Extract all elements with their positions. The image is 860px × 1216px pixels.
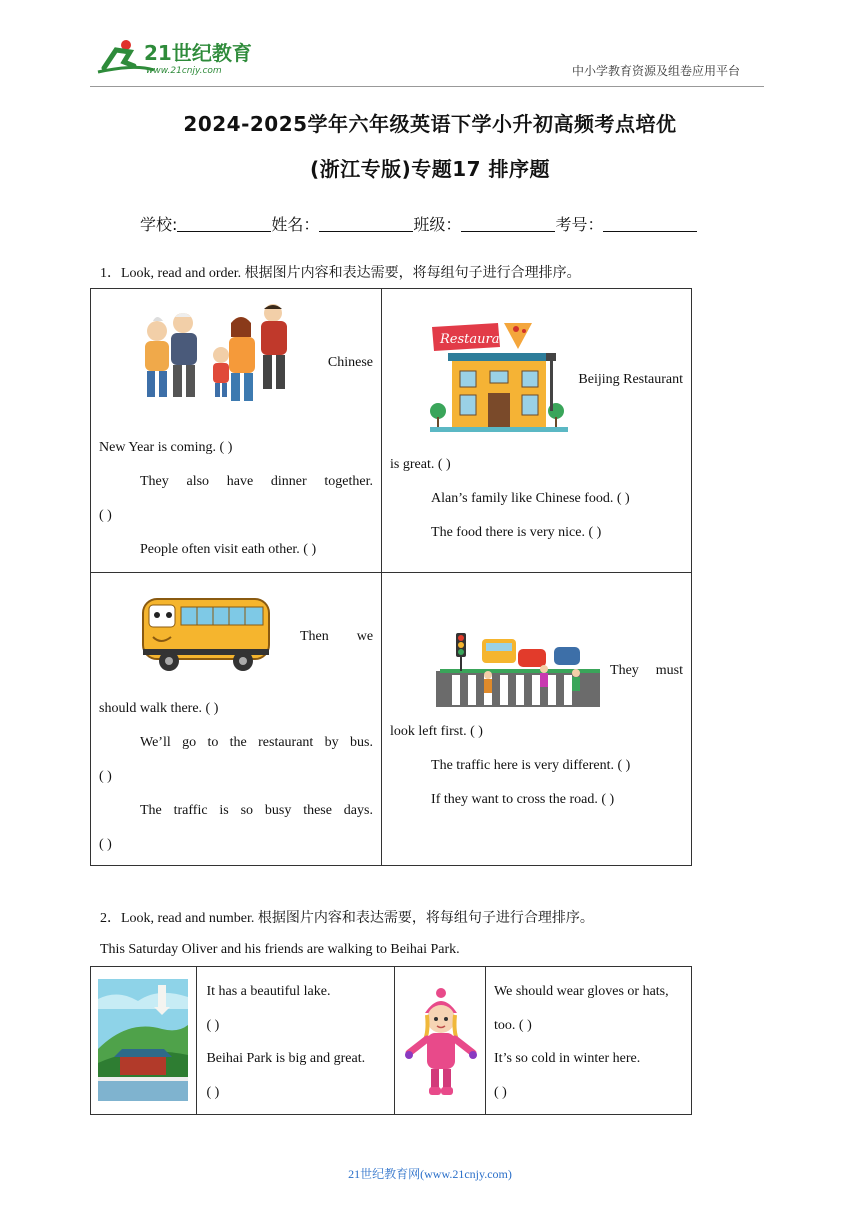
q2-image-cell-1 — [91, 967, 197, 1115]
word: They — [610, 663, 639, 678]
site-logo — [94, 36, 256, 78]
word: days. — [343, 803, 373, 818]
q2-c1-line3: Beihai Park is big and great. — [206, 1051, 366, 1066]
q1-c3-line4: ( ) — [99, 769, 112, 784]
q2-c1-line2: ( ) — [206, 1018, 220, 1033]
q2-c1-line4: ( ) — [206, 1085, 220, 1100]
restaurant-sign: Restaurant — [440, 332, 514, 347]
q1-c2-line3: Alan’s family like Chinese food. ( ) — [431, 491, 630, 506]
word: so — [240, 803, 254, 818]
word: Then — [300, 629, 329, 644]
school-blank[interactable] — [177, 217, 271, 232]
q1-c1-line3 — [140, 474, 373, 490]
word: busy — [264, 803, 292, 818]
page-title-line2: (浙江专版)专题17 排序题 — [309, 157, 551, 181]
logo-text: 21世纪教育 — [144, 41, 252, 65]
q2-table — [90, 966, 692, 1115]
q1-c3-line5 — [140, 803, 373, 819]
word: have — [226, 474, 254, 489]
word: dinner — [270, 474, 307, 489]
word: together. — [324, 474, 374, 489]
q2-intro: This Saturday Oliver and his friends are walking to Beihai Park. — [100, 942, 460, 957]
school-bus-illustration — [141, 593, 273, 677]
q1-table — [90, 288, 692, 866]
winter-girl-illustration — [405, 987, 477, 1099]
family-greeting-illustration — [137, 303, 297, 415]
word: bus. — [350, 735, 373, 750]
word: these — [303, 803, 332, 818]
q1-c2-line4: The food there is very nice. ( ) — [431, 525, 602, 540]
word: They — [140, 474, 169, 489]
q2-image-cell-2 — [395, 967, 486, 1115]
q2-c2-line3: It’s so cold in winter here. — [494, 1051, 641, 1066]
word: go — [182, 735, 197, 750]
footer-link[interactable]: 21世纪教育网(www.21cnjy.com) — [348, 1167, 512, 1181]
q1-c3-line2: should walk there. ( ) — [99, 701, 219, 716]
q1-c4-line1 — [610, 663, 683, 679]
q1-c4-line3: The traffic here is very different. ( ) — [431, 758, 631, 773]
number-label: 考号： — [555, 215, 604, 234]
word: by — [324, 735, 339, 750]
name-label: 姓名： — [271, 215, 320, 234]
q1-cell-3 — [91, 573, 382, 866]
q1-c3-line3 — [140, 735, 373, 751]
q2-c2-line4: ( ) — [494, 1085, 507, 1100]
crosswalk-illustration — [436, 631, 600, 707]
class-label: 班级： — [413, 215, 462, 234]
word: The — [140, 803, 162, 818]
q1-c1-line4: ( ) — [99, 508, 112, 523]
logo-url: www.21cnjy.com — [146, 66, 222, 76]
student-info — [140, 212, 697, 235]
q2-text-cell-2 — [486, 967, 692, 1115]
q1-c1-line2: New Year is coming. ( ) — [99, 440, 233, 455]
word: We’ll — [140, 735, 171, 750]
class-blank[interactable] — [461, 217, 555, 232]
header-divider — [90, 86, 764, 87]
word: to — [207, 735, 219, 750]
word: must — [655, 663, 683, 678]
word: restaurant — [258, 735, 314, 750]
q1-c3-line1 — [300, 629, 373, 645]
q2-c2-line1: We should wear gloves or hats, — [494, 984, 669, 999]
word: traffic — [173, 803, 208, 818]
school-label: 学校: — [140, 215, 178, 234]
word: also — [186, 474, 210, 489]
q1-c3-line6: ( ) — [99, 837, 112, 852]
word: we — [356, 629, 374, 644]
beihai-park-illustration — [98, 979, 188, 1101]
q1-c2-line2: is great. ( ) — [390, 457, 451, 472]
q1-c1-line1: Chinese — [327, 355, 374, 370]
q1-instruction: 1．Look, read and order. 根据图片内容和表达需要，将每组句子进行合理排序。 — [100, 266, 581, 281]
q1-cell-1 — [91, 289, 382, 573]
word: is — [219, 803, 229, 818]
q2-c2-line2: too. ( ) — [494, 1018, 532, 1033]
q1-c1-line5: People often visit eath other. ( ) — [140, 542, 317, 557]
restaurant-illustration — [428, 319, 570, 433]
q2-instruction: 2．Look, read and number. 根据图片内容和表达需要，将每组句子进行合理排序。 — [100, 911, 594, 926]
q1-c4-line2: look left first. ( ) — [390, 724, 483, 739]
number-blank[interactable] — [603, 217, 697, 232]
q1-cell-2 — [382, 289, 692, 573]
platform-label: 中小学教育资源及组卷应用平台 — [572, 64, 741, 78]
q1-c2-line1: Beijing Restaurant — [578, 372, 683, 387]
name-blank[interactable] — [319, 217, 413, 232]
word: the — [229, 735, 247, 750]
page-title-line1: 2024-2025学年六年级英语下学小升初高频考点培优 — [183, 112, 677, 136]
q2-text-cell-1 — [197, 967, 395, 1115]
q1-cell-4 — [382, 573, 692, 866]
q1-c4-line4: If they want to cross the road. ( ) — [431, 792, 615, 807]
q2-c1-line1: It has a beautiful lake. — [206, 984, 331, 999]
